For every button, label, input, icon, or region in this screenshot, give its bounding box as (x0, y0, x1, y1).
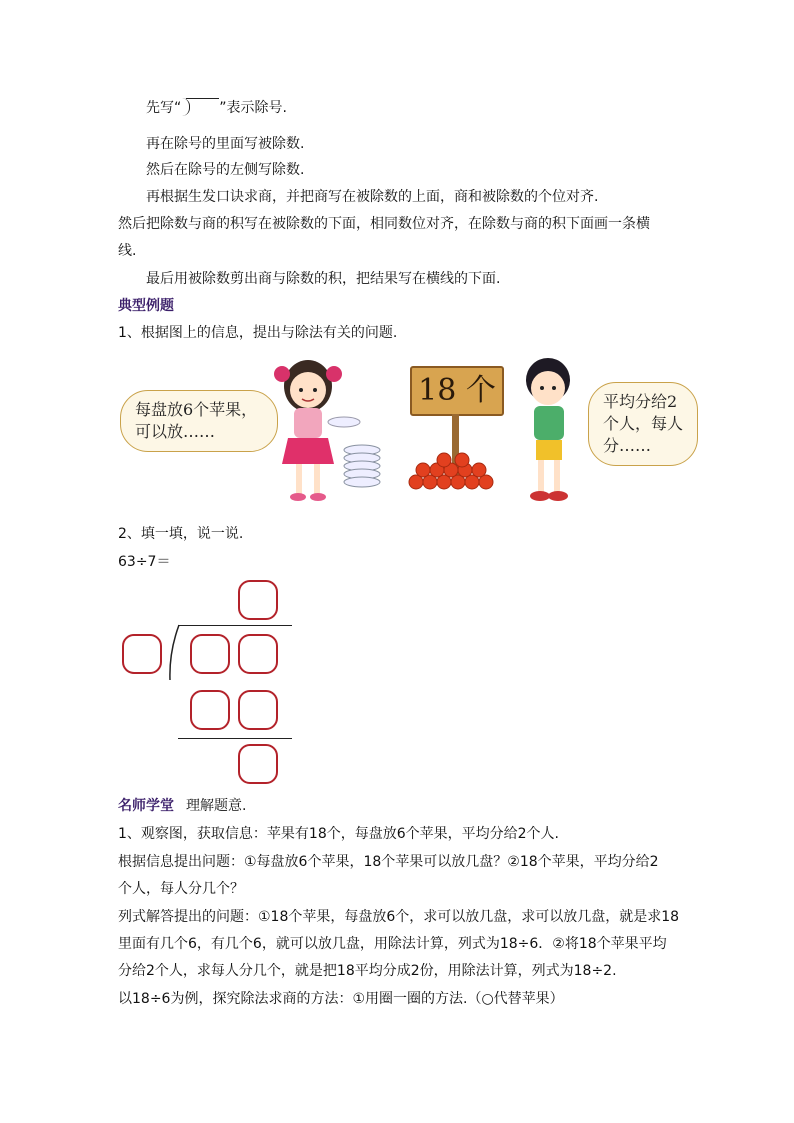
step-write-divisor: 然后在除号的左侧写除数. (146, 162, 305, 178)
step-line-continue: 线. (118, 243, 137, 259)
teacher-heading: 名师学堂 (118, 798, 174, 814)
long-division-symbol-icon (181, 100, 219, 114)
subtraction-line (178, 738, 292, 739)
dividend-ones-box[interactable] (238, 634, 278, 674)
quotient-box[interactable] (238, 580, 278, 620)
product-tens-box[interactable] (190, 690, 230, 730)
step1-suffix: ”表示除号. (219, 100, 287, 116)
apple-count-sign: 18 个 (410, 366, 504, 416)
boy-speech-bubble: 平均分给2 个人，每人 分…… (588, 382, 698, 466)
apple-scene-illustration (118, 352, 698, 512)
product-ones-box[interactable] (238, 690, 278, 730)
step-find-quotient: 再根据生发口诀求商，并把商写在被除数的上面，商和被除数的个位对齐. (146, 189, 599, 205)
apple-pile-icon (406, 452, 506, 494)
step-subtract: 最后用被除数剪出商与除数的积，把结果写在横线的下面. (146, 271, 501, 287)
answer-line-2: 根据信息提出问题：①每盘放6个苹果，18个苹果可以放几盘？②18个苹果，平均分给2 (118, 854, 659, 870)
remainder-box[interactable] (238, 744, 278, 784)
teacher-intro: 理解题意. (186, 798, 247, 814)
step1-prefix: 先写“ (146, 100, 182, 116)
equation: 63÷7＝ (118, 554, 171, 570)
division-bracket-icon (166, 624, 182, 684)
step-write-dividend: 再在除号的里面写被除数. (146, 136, 305, 152)
section-heading-example: 典型例题 (118, 298, 174, 314)
question-1: 1、根据图上的信息，提出与除法有关的问题. (118, 325, 398, 341)
division-bar-line (178, 625, 292, 626)
step-write-division-sign (146, 98, 287, 118)
question-2: 2、填一填，说一说. (118, 526, 244, 542)
girl-with-plates-icon (258, 352, 388, 510)
answer-line-3: 个人，每人分几个？ (118, 881, 244, 897)
divisor-box[interactable] (122, 634, 162, 674)
boy-thinking-icon (516, 352, 582, 510)
answer-line-7: 以18÷6为例，探究除法求商的方法：①用圈一圈的方法.（○代替苹果） (118, 991, 564, 1007)
girl-speech-bubble: 每盘放6个苹果， 可以放…… (120, 390, 278, 452)
answer-line-6: 分给2个人，求每人分几个，就是把18平均分成2份，用除法计算，列式为18÷2. (118, 963, 617, 979)
section-heading-teacher (118, 796, 246, 816)
answer-line-5: 里面有几个6，有几个6，就可以放几盘，用除法计算，列式为18÷6．②将18个苹果平均 (118, 936, 667, 952)
step-write-product: 然后把除数与商的积写在被除数的下面，相同数位对齐，在除数与商的积下面画一条横 (118, 216, 650, 232)
dividend-tens-box[interactable] (190, 634, 230, 674)
answer-line-1: 1、观察图，获取信息：苹果有18个，每盘放6个苹果，平均分给2个人. (118, 826, 559, 842)
answer-line-4: 列式解答提出的问题：①18个苹果，每盘放6个，求可以放几盘，求可以放几盘，就是求18 (118, 909, 680, 925)
